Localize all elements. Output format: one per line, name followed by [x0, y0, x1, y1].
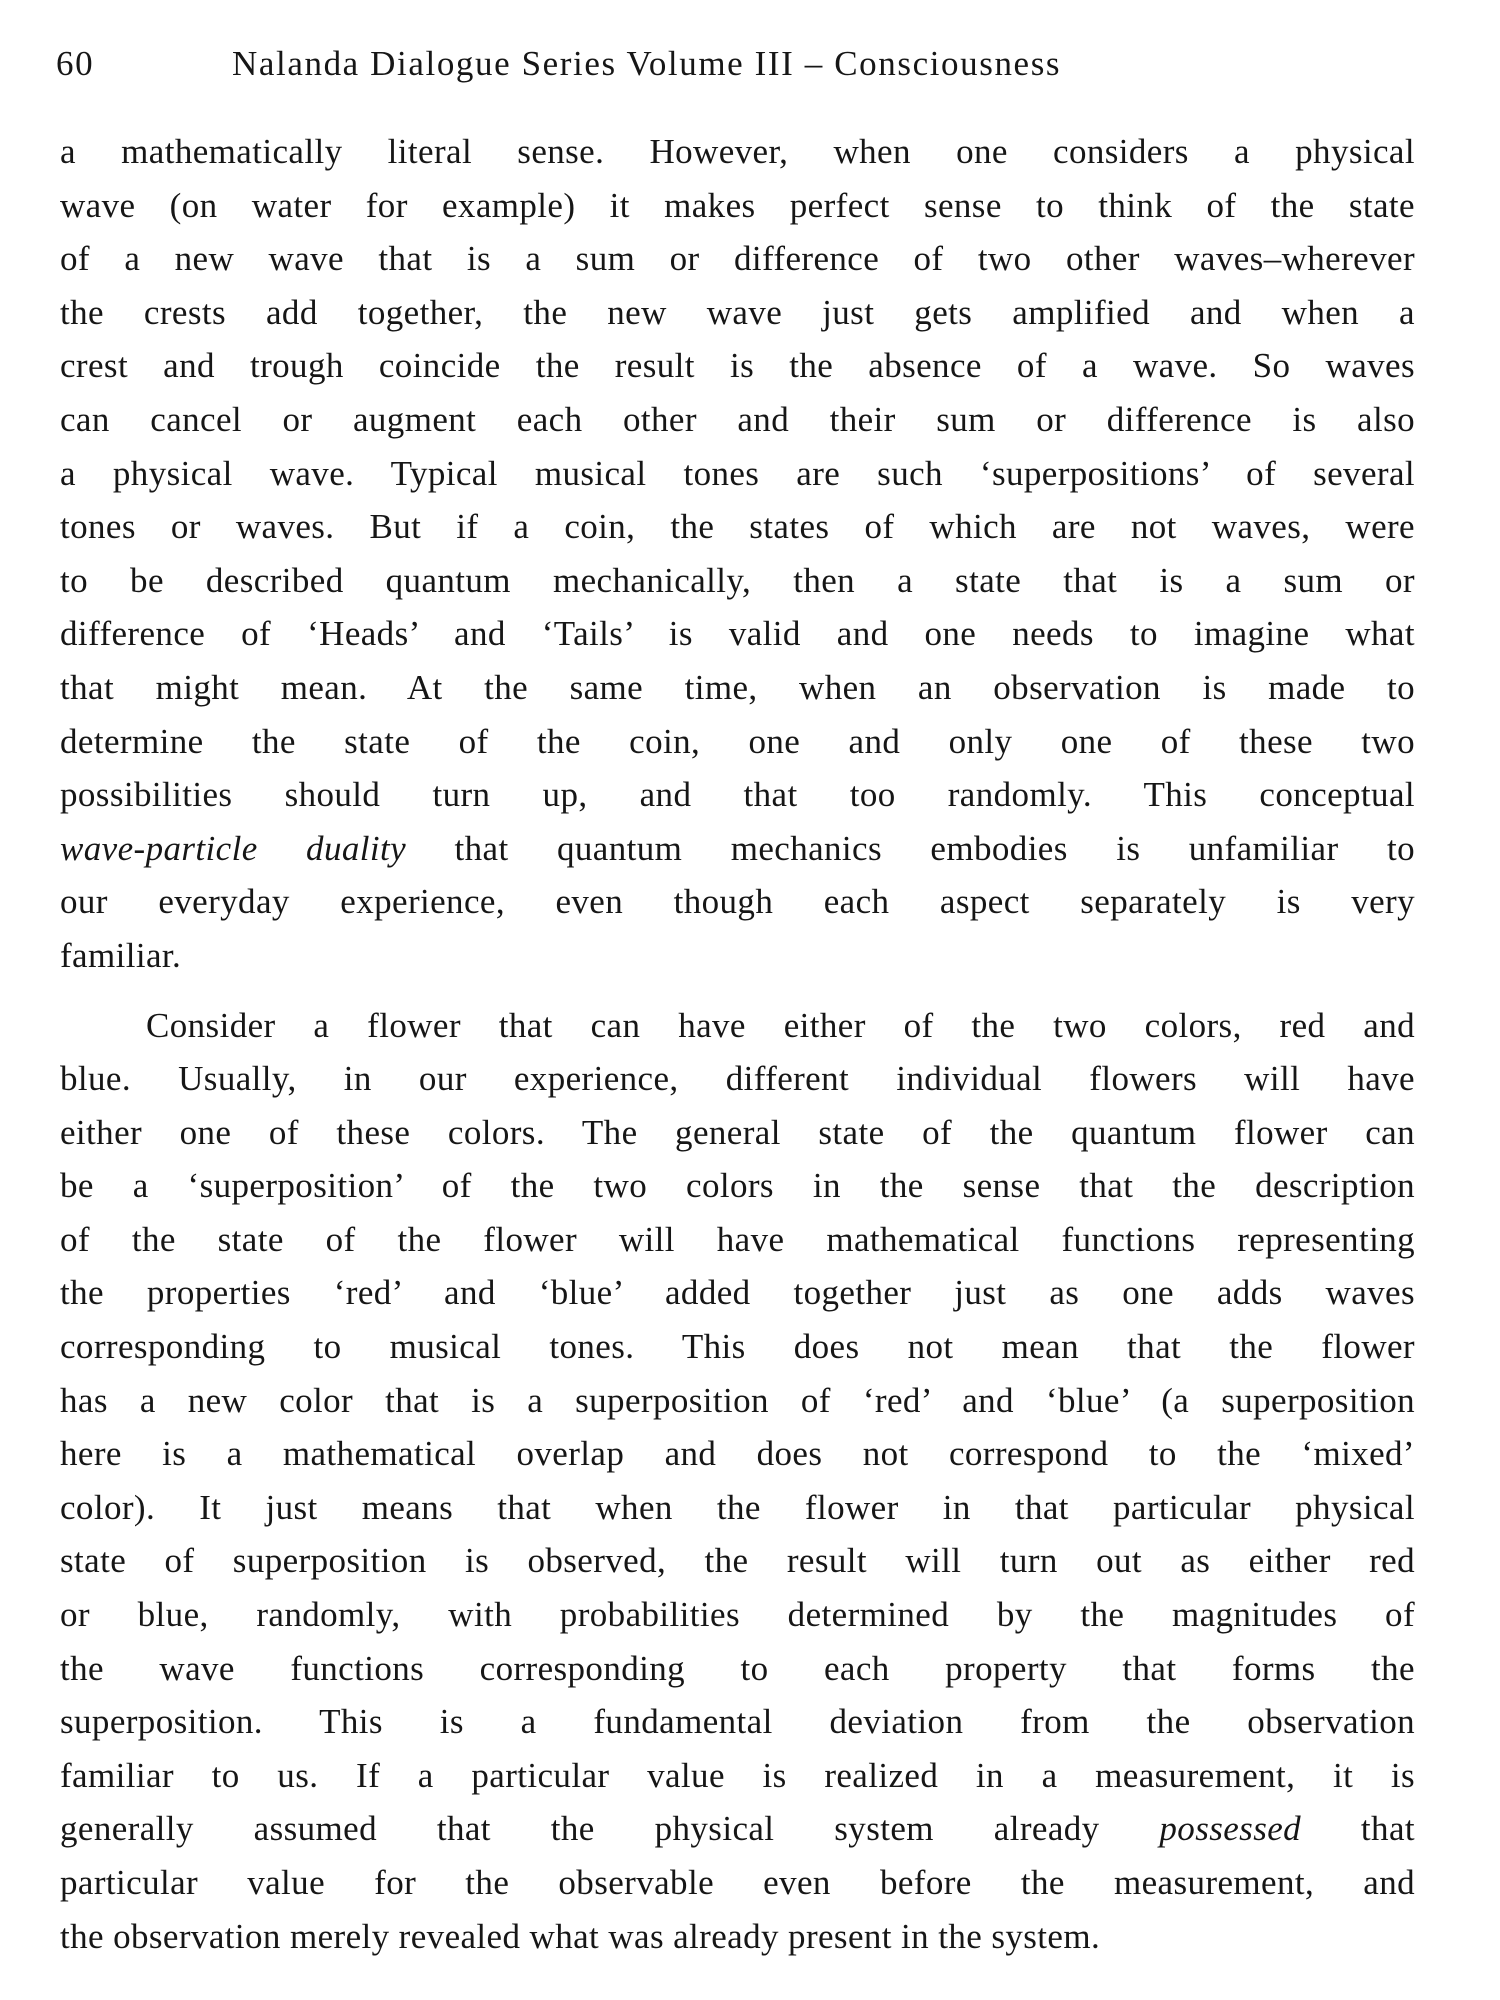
- text-fragment: that quantum mechanics embodies is unfamiliar to: [406, 828, 1415, 868]
- text-line: familiar to us. If a particular value is realized in a measurement, it is: [60, 1755, 1415, 1795]
- text-line: [60, 1802, 1415, 1856]
- italic-term: wave-particle duality: [60, 828, 407, 868]
- italic-term: possessed: [1159, 1809, 1302, 1849]
- paragraph-2: [60, 999, 1415, 1964]
- text-line: be a ‘superposition’ of the two colors in the sense that the description: [60, 1166, 1415, 1206]
- text-line: difference of ‘Heads’ and ‘Tails’ is valid and one needs to imagine what: [60, 614, 1415, 654]
- page-number: 60: [56, 44, 95, 83]
- text-line: the wave functions corresponding to each property that forms the: [60, 1648, 1415, 1688]
- text-line: color). It just means that when the flower in that particular physical: [60, 1487, 1415, 1527]
- text-line: of the state of the flower will have mathematical functions representing: [60, 1219, 1415, 1259]
- text-line: particular value for the observable even before the measurement, and: [60, 1863, 1415, 1902]
- text-line: wave (on water for example) it makes perfect sense to think of the state: [60, 185, 1415, 225]
- text-line: that might mean. At the same time, when an observation is made to: [60, 667, 1415, 707]
- text-line: a mathematically literal sense. However, when one considers a physical: [60, 132, 1415, 171]
- text-line: blue. Usually, in our experience, different individual flowers will have: [60, 1059, 1415, 1099]
- text-line: Consider a flower that can have either of the two colors, red and: [146, 1005, 1415, 1045]
- text-line: [60, 822, 1415, 876]
- text-line: determine the state of the coin, one and only one of these two: [60, 721, 1415, 761]
- text-line: or blue, randomly, with probabilities determined by the magnitudes of: [60, 1595, 1415, 1635]
- text-line: familiar.: [60, 935, 182, 975]
- text-line: of a new wave that is a sum or difference of two other waves–wherever: [60, 239, 1415, 279]
- paragraph-1: [60, 125, 1415, 983]
- text-line: can cancel or augment each other and their sum or difference is also: [60, 399, 1415, 439]
- text-line: crest and trough coincide the result is the absence of a wave. So waves: [60, 346, 1415, 386]
- text-line: to be described quantum mechanically, then a state that is a sum or: [60, 560, 1415, 600]
- running-title: Nalanda Dialogue Series Volume III – Consciousness: [232, 44, 1062, 83]
- text-line: corresponding to musical tones. This does not mean that the flower: [60, 1327, 1415, 1367]
- text-line: has a new color that is a superposition of ‘red’ and ‘blue’ (a superposition: [60, 1380, 1415, 1420]
- text-line: the properties ‘red’ and ‘blue’ added together just as one adds waves: [60, 1273, 1415, 1313]
- text-line: our everyday experience, even though each aspect separately is very: [60, 882, 1415, 922]
- text-line: either one of these colors. The general state of the quantum flower can: [60, 1112, 1415, 1152]
- text-line: the crests add together, the new wave just gets amplified and when a: [60, 292, 1415, 332]
- text-line: state of superposition is observed, the result will turn out as either red: [60, 1541, 1415, 1581]
- text-line: possibilities should turn up, and that too randomly. This conceptual: [60, 775, 1415, 815]
- text-line: a physical wave. Typical musical tones are such ‘superpositions’ of several: [60, 453, 1415, 493]
- body-text: [60, 125, 1415, 1963]
- text-fragment: that: [1301, 1809, 1415, 1849]
- page-header: [56, 44, 1436, 94]
- text-fragment: generally assumed that the physical system already: [60, 1809, 1160, 1849]
- text-line: tones or waves. But if a coin, the states of which are not waves, were: [60, 507, 1415, 547]
- text-line: superposition. This is a fundamental deviation from the observation: [60, 1702, 1415, 1742]
- text-line: the observation merely revealed what was already present in the system.: [60, 1916, 1101, 1956]
- text-line: here is a mathematical overlap and does not correspond to the ‘mixed’: [60, 1434, 1415, 1474]
